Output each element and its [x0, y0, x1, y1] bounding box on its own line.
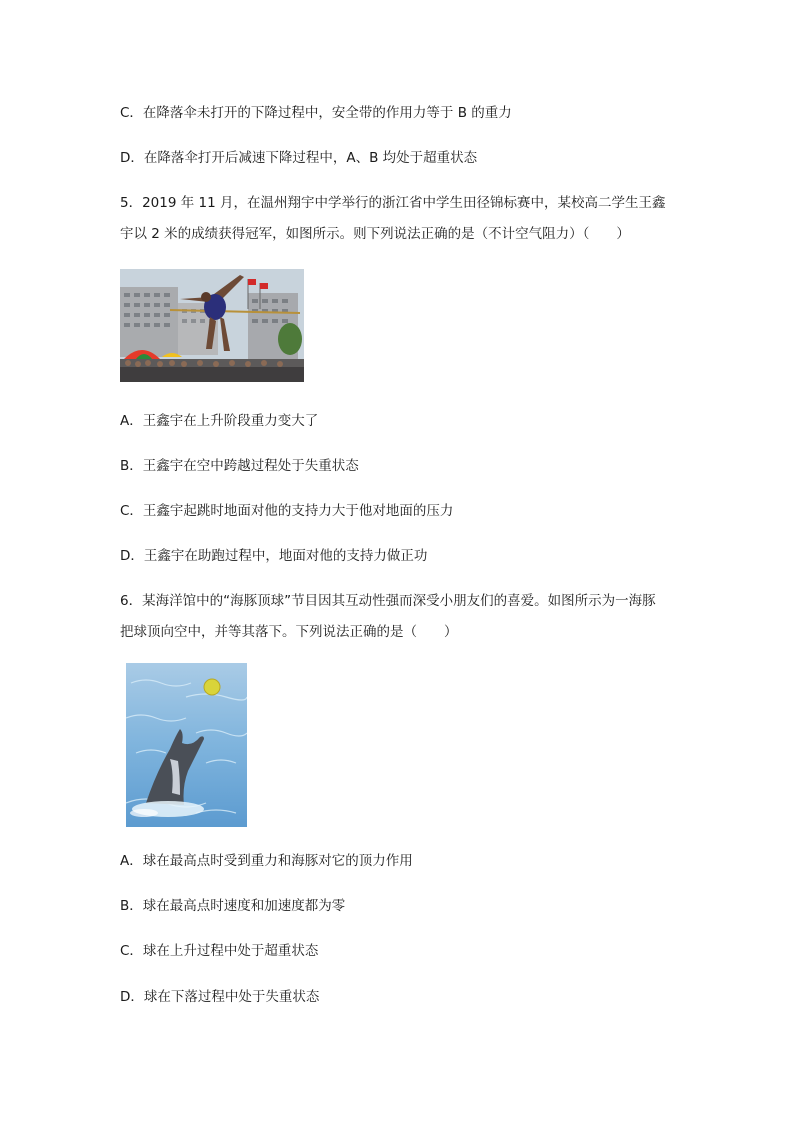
q4-option-d: D．在降落伞打开后减速下降过程中，A、B 均处于超重状态 — [120, 150, 478, 166]
q6-stem-line1: 6．某海洋馆中的“海豚顶球”节目因其互动性强而深受小朋友们的喜爱。如图所示为一海豚 — [120, 593, 656, 609]
q5-option-d: D．王鑫宇在助跑过程中，地面对他的支持力做正功 — [120, 548, 428, 564]
q5-option-a: A．王鑫宇在上升阶段重力变大了 — [120, 413, 319, 429]
q6-option-d: D．球在下落过程中处于失重状态 — [120, 989, 320, 1005]
q6-stem-line2: 把球顶向空中，并等其落下。下列说法正确的是（ ） — [120, 624, 458, 640]
q5-option-c: C．王鑫宇起跳时地面对他的支持力大于他对地面的压力 — [120, 503, 454, 519]
q5-stem-line1: 5．2019 年 11 月，在温州翔宇中学举行的浙江省中学生田径锦标赛中，某校高二学生王鑫 — [120, 195, 666, 211]
q6-option-a: A．球在最高点时受到重力和海豚对它的顶力作用 — [120, 853, 413, 869]
q4-option-c: C．在降落伞未打开的下降过程中，安全带的作用力等于 B 的重力 — [120, 105, 512, 121]
q5-stem-line2: 宇以 2 米的成绩获得冠军，如图所示。则下列说法正确的是（不计空气阻力）（ ） — [120, 226, 630, 242]
q5-option-b: B．王鑫宇在空中跨越过程处于失重状态 — [120, 458, 359, 474]
q6-option-c: C．球在上升过程中处于超重状态 — [120, 943, 319, 959]
q6-option-b: B．球在最高点时速度和加速度都为零 — [120, 898, 346, 914]
dolphin-ball-photo — [126, 663, 247, 827]
high-jump-photo — [120, 269, 304, 382]
